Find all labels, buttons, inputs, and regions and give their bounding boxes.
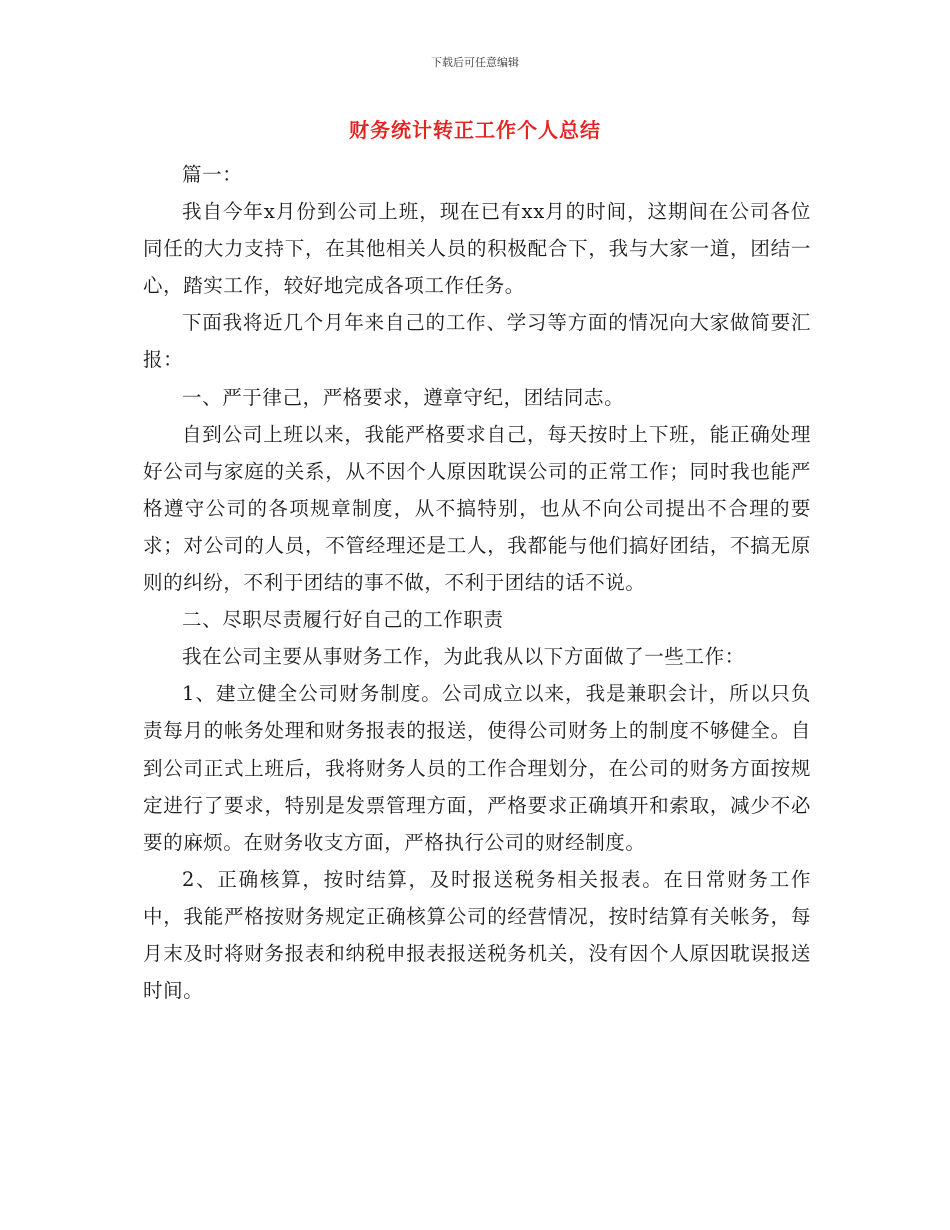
paragraph-intro: 我自今年x月份到公司上班，现在已有xx月的时间，这期间在公司各位同任的大力支持下，在其他相关人员的积极配合下，我与大家一道，团结一心，踏实工作，较好地完成各项工作任务。 — [143, 200, 811, 298]
paragraph-discipline: 自到公司上班以来，我能严格要求自己，每天按时上下班，能正确处理好公司与家庭的关系，从不因个人原因耽误公司的正常工作；同时我也能严格遵守公司的各项规章制度，从不搞特别，也从不向公司提出不合理的要求；对公司的人员，不管经理还是工人，我都能与他们搞好团结，不搞无原则的纠纷，不利于团结的事不做，不利于团结的话不说。 — [143, 422, 811, 595]
document-body — [143, 156, 811, 1009]
paragraph-item-two: 2、正确核算，按时结算，及时报送税务相关报表。在日常财务工作中，我能严格按财务规定正确核算公司的经营情况，按时结算有关帐务，每月末及时将财务报表和纳税申报表报送税务机关，没有因个人原因耽误报送时间。 — [143, 867, 811, 1003]
paragraph-item-one: 1、建立健全公司财务制度。公司成立以来，我是兼职会计，所以只负责每月的帐务处理和财务报表的报送，使得公司财务上的制度不够健全。自到公司正式上班后，我将财务人员的工作合理划分，在公司的财务方面按规定进行了要求，特别是发票管理方面，严格要求正确填开和索取，减少不必要的麻烦。在财务收支方面，严格执行公司的财经制度。 — [143, 682, 811, 854]
header-note: 下载后可任意编辑 — [431, 56, 519, 69]
paragraph-section-label: 篇一： — [182, 163, 243, 186]
paragraph-report-lead: 下面我将近几个月年来自己的工作、学习等方面的情况向大家做简要汇报： — [143, 311, 811, 372]
heading-section-one: 一、严于律己，严格要求，遵章守纪，团结同志。 — [182, 385, 625, 409]
paragraph-finance-work: 我在公司主要从事财务工作，为此我从以下方面做了一些工作： — [182, 645, 745, 669]
heading-section-two: 二、尽职尽责履行好自己的工作职责 — [182, 608, 504, 632]
document-title: 财务统计转正工作个人总结 — [349, 118, 601, 142]
